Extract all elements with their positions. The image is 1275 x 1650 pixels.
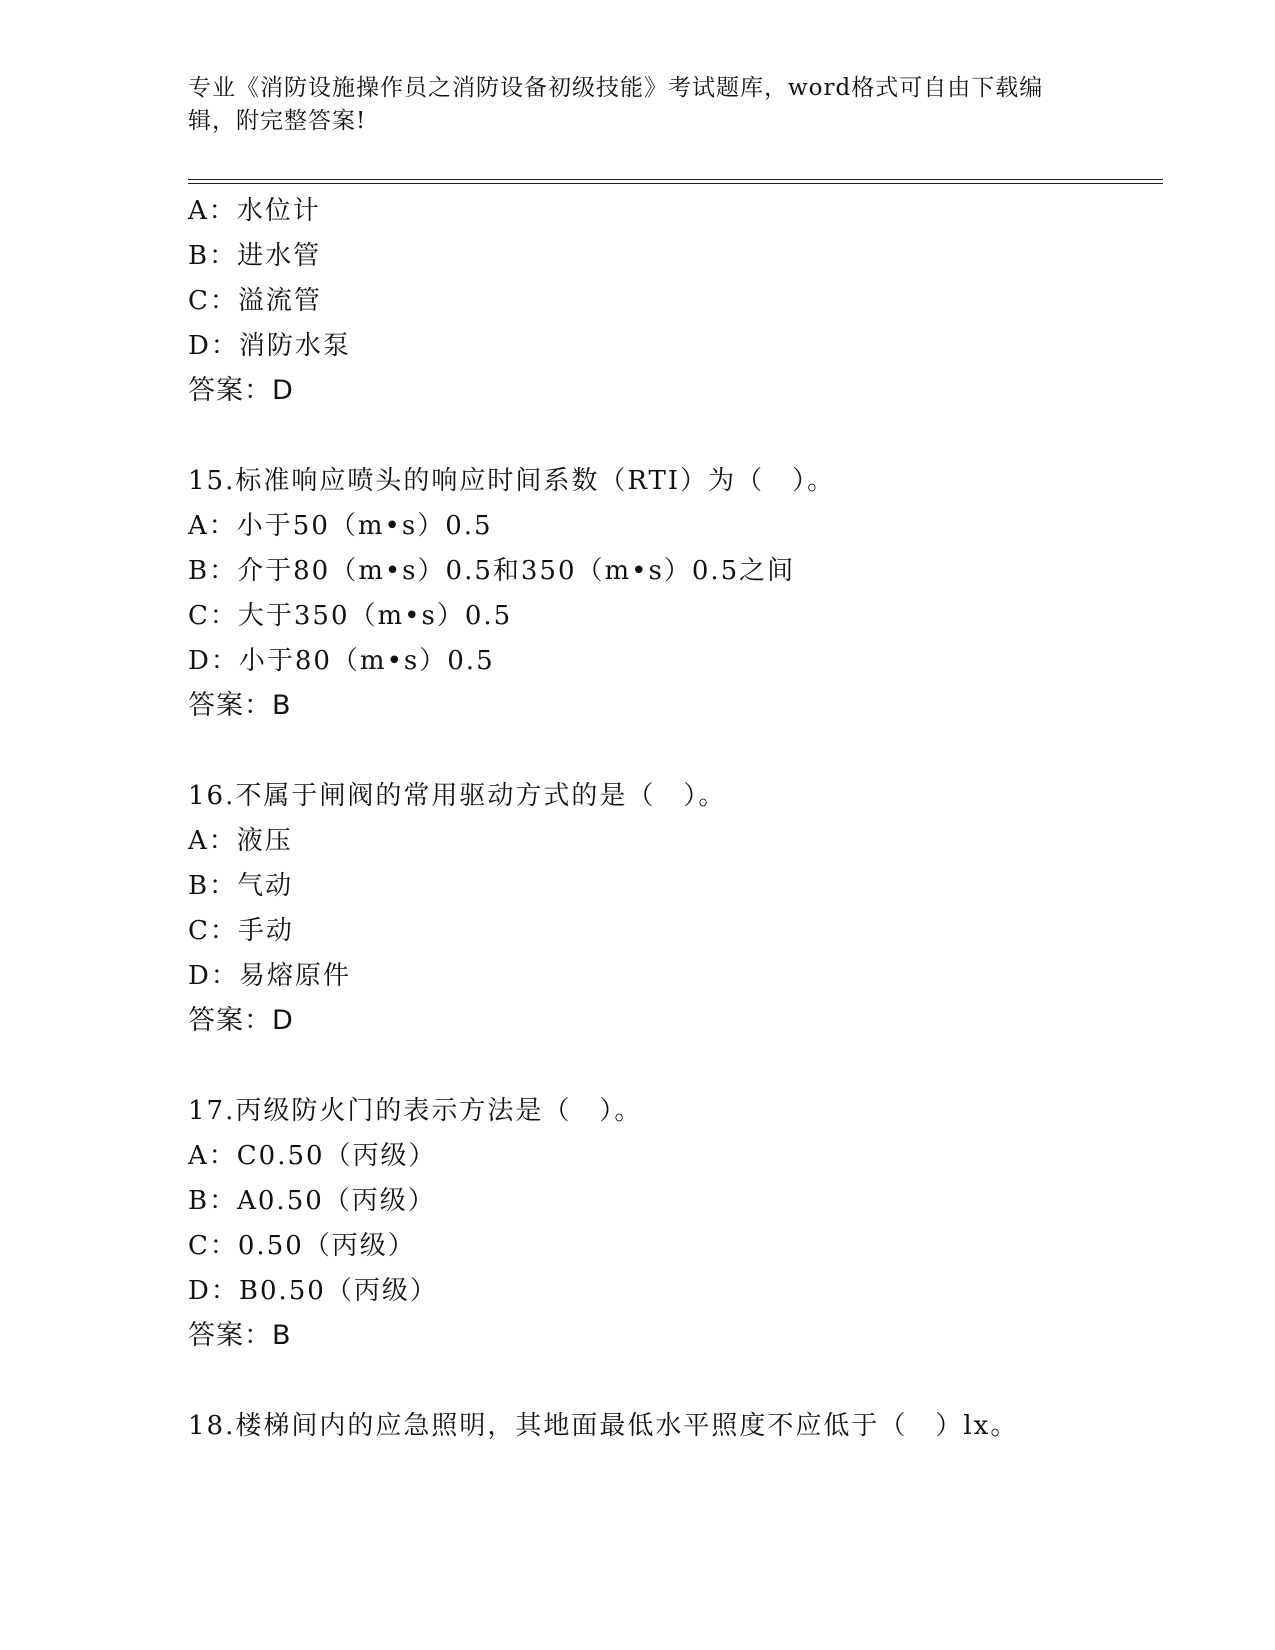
document-header xyxy=(188,72,1078,138)
q15-question: 15.标准响应喷头的响应时间系数（RTI）为（ ）。 xyxy=(188,466,836,496)
q16-question: 16.不属于闸阀的常用驱动方式的是（ ）。 xyxy=(188,781,727,811)
header-line-1: 专业《消防设施操作员之消防设备初级技能》考试题库，word格式可自由下载编 xyxy=(188,75,1044,101)
q16-option-c: C：手动 xyxy=(188,916,294,946)
q18-question: 18.楼梯间内的应急照明，其地面最低水平照度不应低于（ ）lx。 xyxy=(188,1411,1019,1441)
q16-option-a: A：液压 xyxy=(188,826,293,856)
q16-option-d: D：易熔原件 xyxy=(188,961,351,991)
q14-option-d: D：消防水泵 xyxy=(188,331,351,361)
q16-answer: 答案：D xyxy=(188,1005,294,1036)
q17-option-d: D：B0.50（丙级） xyxy=(188,1276,438,1306)
q17-question: 17.丙级防火门的表示方法是（ ）。 xyxy=(188,1096,643,1126)
q14-option-a: A：水位计 xyxy=(188,196,321,226)
q15-option-b: B：介于80（m•s）0.5和350（m•s）0.5之间 xyxy=(188,556,796,586)
q17-option-c: C：0.50（丙级） xyxy=(188,1231,416,1261)
q15-option-a: A：小于50（m•s）0.5 xyxy=(188,511,493,541)
q14-option-b: B：进水管 xyxy=(188,241,322,271)
q16-option-b: B：气动 xyxy=(188,871,294,901)
q14-answer: 答案：D xyxy=(188,375,294,406)
q17-answer: 答案：B xyxy=(188,1320,292,1351)
header-divider-bottom xyxy=(188,183,1163,184)
q15-answer: 答案：B xyxy=(188,690,292,721)
header-divider-top xyxy=(188,179,1163,180)
q15-option-c: C：大于350（m•s）0.5 xyxy=(188,601,513,631)
q17-option-a: A：C0.50（丙级） xyxy=(188,1141,437,1171)
q17-option-b: B：A0.50（丙级） xyxy=(188,1186,436,1216)
q15-option-d: D：小于80（m•s）0.5 xyxy=(188,646,495,676)
q14-option-c: C：溢流管 xyxy=(188,286,322,316)
header-line-2: 辑，附完整答案! xyxy=(188,108,367,134)
